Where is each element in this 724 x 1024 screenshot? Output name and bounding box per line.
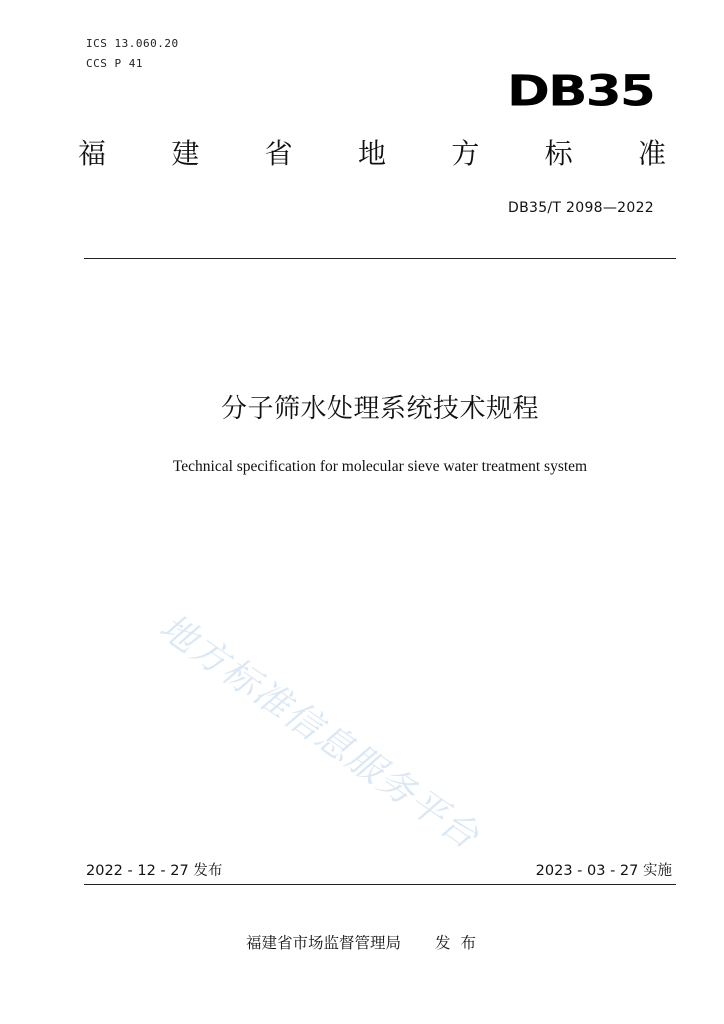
document-title-english: Technical specification for molecular sieve water treatment system: [172, 458, 588, 475]
issue-date: 2022 - 12 - 27 发布: [86, 863, 223, 879]
watermark: 地方标准信息服务平台: [151, 606, 487, 859]
top-divider: [84, 258, 676, 259]
ccs-code: CCS P 41: [86, 57, 143, 70]
standard-type-char: 方: [451, 137, 480, 170]
issuer-name: 福建省市场监督管理局: [246, 934, 402, 952]
implementation-date: 2023 - 03 - 27 实施: [535, 863, 672, 879]
standard-type-char: 省: [264, 137, 293, 170]
standard-type-char: 标: [544, 137, 573, 170]
standard-number: DB35/T 2098—2022: [508, 200, 654, 216]
standard-type-char: 福: [78, 137, 107, 170]
standard-type-heading: [78, 137, 666, 170]
standard-type-char: 准: [637, 137, 666, 170]
bottom-divider: [84, 884, 676, 885]
issuer-action: 发布: [435, 934, 487, 952]
ics-code: ICS 13.060.20: [86, 37, 179, 50]
document-title-chinese: 分子筛水处理系统技术规程: [220, 394, 539, 424]
standard-type-char: 建: [171, 137, 200, 170]
issuer-line: [246, 936, 486, 952]
db35-logo: DB35: [506, 66, 654, 116]
standard-type-char: 地: [357, 137, 386, 170]
